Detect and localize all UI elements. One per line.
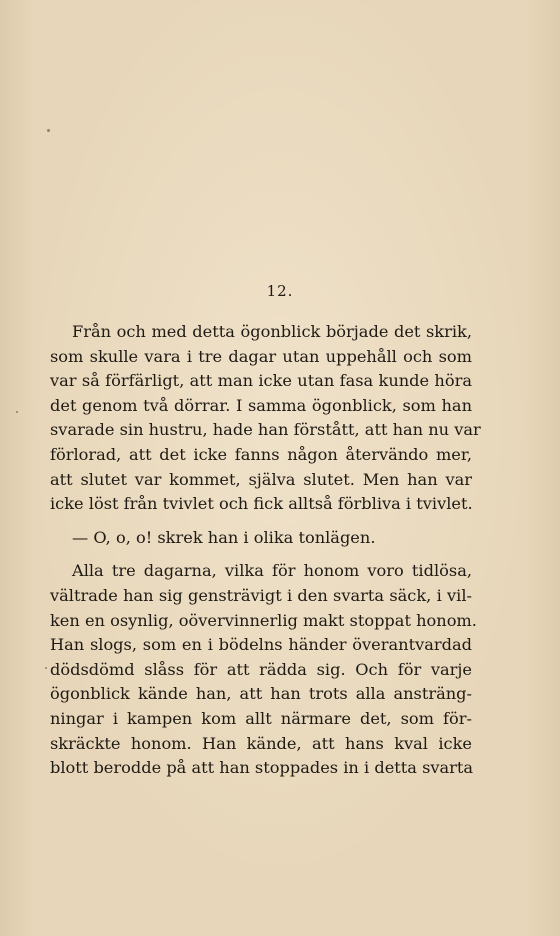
text-line: dödsdömd slåss för att rädda sig. Och för varje bbox=[50, 659, 472, 679]
text-line: ken en osynlig, oövervinnerlig makt stoppat honom. bbox=[50, 610, 477, 630]
text-line: Han slogs, som en i bödelns händer överantvardad bbox=[50, 635, 472, 655]
chapter-number: 12. bbox=[266, 282, 294, 300]
text-line: ögonblick kände han, att han trots alla ansträng- bbox=[50, 684, 472, 704]
text-line: var så förfärligt, att man icke utan fasa kunde höra bbox=[50, 371, 472, 391]
body-text bbox=[50, 320, 481, 781]
text-line: vältrade han sig gensträvigt i den svarta säck, i vil- bbox=[50, 585, 472, 605]
paper-speck bbox=[47, 129, 50, 132]
text-line: svarade sin hustru, hade han förstått, att han nu var bbox=[50, 420, 481, 440]
text-line: ningar i kampen kom allt närmare det, som för- bbox=[50, 708, 472, 728]
text-line: Alla tre dagarna, vilka för honom voro tidlösa, bbox=[72, 561, 472, 581]
text-line: som skulle vara i tre dagar utan uppehåll och som bbox=[50, 346, 472, 366]
text-line: blott berodde på att han stoppades in i detta svarta bbox=[50, 758, 474, 778]
text-line: icke löst från tvivlet och fick alltså förbliva i tvivlet. bbox=[50, 494, 473, 514]
text-line: Från och med detta ögonblick började det skrik, bbox=[72, 322, 472, 341]
text-line: förlorad, att det icke fanns någon återvändo mer, bbox=[50, 444, 472, 464]
text-line: det genom två dörrar. I samma ögonblick, som han bbox=[50, 395, 472, 415]
text-line: att slutet var kommet, själva slutet. Men han var bbox=[50, 469, 472, 489]
text-line: — O, o, o! skrek han i olika tonlägen. bbox=[72, 527, 376, 547]
paper-speck bbox=[45, 667, 47, 669]
paper-speck bbox=[16, 411, 18, 413]
text-line: skräckte honom. Han kände, att hans kval icke bbox=[50, 733, 472, 753]
